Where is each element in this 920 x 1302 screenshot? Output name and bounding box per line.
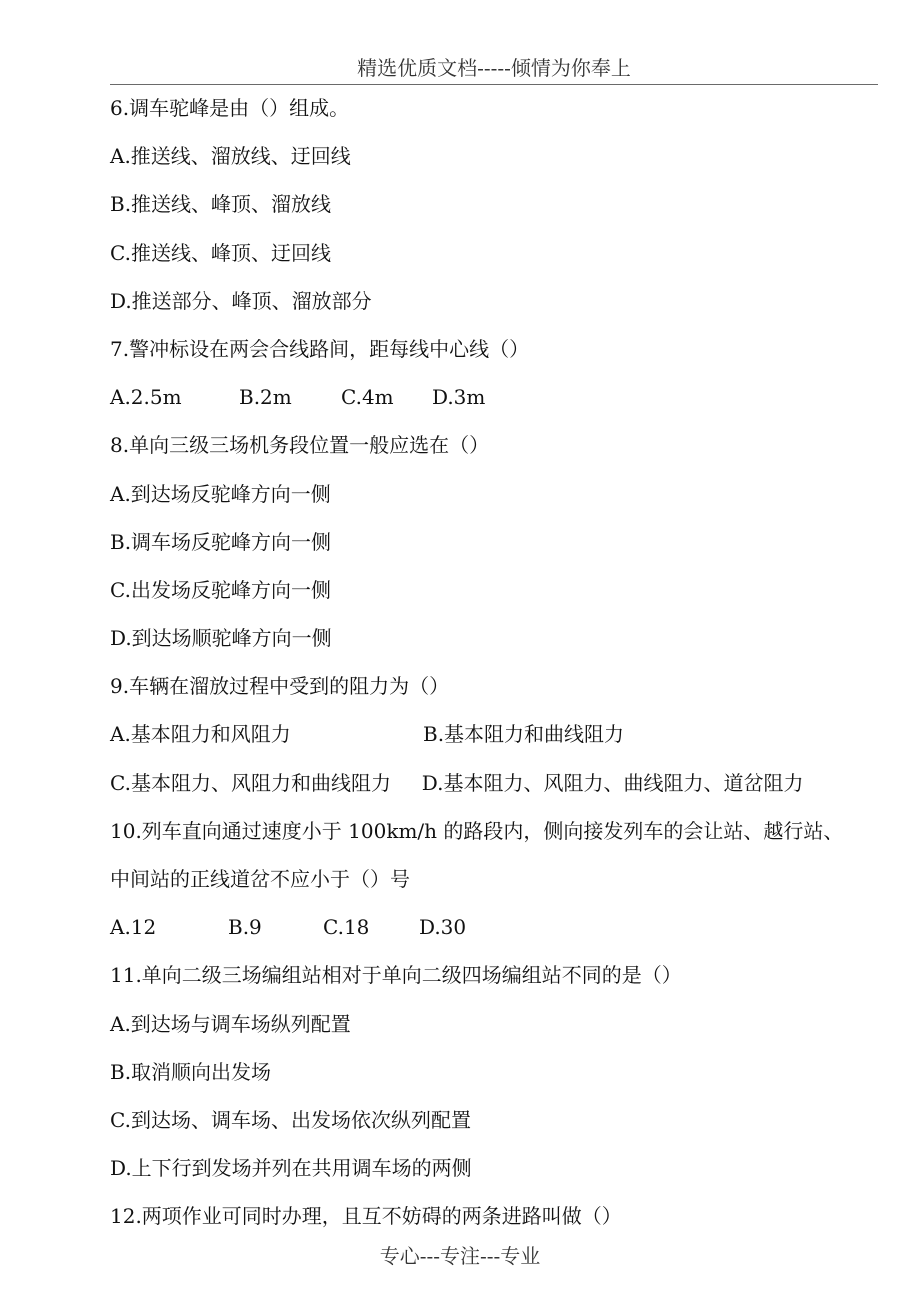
question-9-option-b: B.基本阻力和曲线阻力 — [423, 722, 625, 747]
question-10-options — [110, 907, 880, 955]
question-6-option-c: C.推送线、峰顶、迂回线 — [110, 240, 331, 265]
page-header — [110, 52, 878, 85]
footer-text: 专心---专注---专业 — [379, 1244, 541, 1268]
question-6-option-b: B.推送线、峰顶、溜放线 — [110, 192, 332, 217]
question-10-option-a: A.12 — [110, 915, 157, 940]
question-9-stem: 9.车辆在溜放过程中受到的阻力为（） — [110, 674, 450, 699]
question-9-options-row-2 — [110, 763, 880, 811]
question-7-options — [110, 377, 880, 425]
question-8-option-a: A.到达场反驼峰方向一侧 — [110, 481, 331, 506]
question-12-stem: 12.两项作业可同时办理，且互不妨碍的两条进路叫做（） — [110, 1204, 622, 1229]
question-6-option-d: D.推送部分、峰顶、溜放部分 — [110, 288, 372, 313]
question-11-option-b: B.取消顺向出发场 — [110, 1059, 272, 1084]
question-7-option-b: B.2m — [239, 385, 292, 410]
question-10-option-b: B.9 — [228, 915, 262, 940]
question-11-option-d: D.上下行到发场并列在共用调车场的两侧 — [110, 1156, 472, 1181]
question-8-option-d: D.到达场顺驼峰方向一侧 — [110, 626, 332, 651]
question-9-option-a: A.基本阻力和风阻力 — [110, 722, 291, 747]
question-8-stem: 8.单向三级三场机务段位置一般应选在（） — [110, 433, 490, 458]
question-7-option-c: C.4m — [341, 385, 394, 410]
question-9-option-d: D.基本阻力、风阻力、曲线阻力、道岔阻力 — [421, 770, 804, 795]
question-10-option-c: C.18 — [323, 915, 370, 940]
question-7-stem: 7.警冲标设在两会合线路间，距每线中心线（） — [110, 336, 530, 361]
question-10-stem-line-2: 中间站的正线道岔不应小于（）号 — [110, 867, 410, 891]
question-9-option-c: C.基本阻力、风阻力和曲线阻力 — [110, 770, 391, 795]
question-11-option-c: C.到达场、调车场、出发场依次纵列配置 — [110, 1107, 471, 1132]
question-6-stem: 6.调车驼峰是由（）组成。 — [110, 96, 350, 120]
question-6-option-a: A.推送线、溜放线、迂回线 — [110, 144, 351, 169]
question-7-option-a: A.2.5m — [110, 385, 182, 410]
question-10-stem-line-1: 10.列车直向通过速度小于 100km/h 的路段内，侧向接发列车的会让站、越行站、 — [110, 818, 844, 843]
question-11-stem: 11.单向二级三场编组站相对于单向二级四场编组站不同的是（） — [110, 963, 682, 988]
question-11-option-a: A.到达场与调车场纵列配置 — [110, 1011, 351, 1036]
header-text: 精选优质文档-----倾情为你奉上 — [357, 56, 631, 80]
question-8-option-c: C.出发场反驼峰方向一侧 — [110, 577, 331, 602]
question-9-options-row-1 — [110, 714, 880, 762]
question-7-option-d: D.3m — [432, 385, 486, 410]
question-list — [110, 88, 880, 1245]
question-10-option-d: D.30 — [419, 915, 467, 940]
page-footer — [0, 1240, 920, 1272]
question-8-option-b: B.调车场反驼峰方向一侧 — [110, 529, 332, 554]
